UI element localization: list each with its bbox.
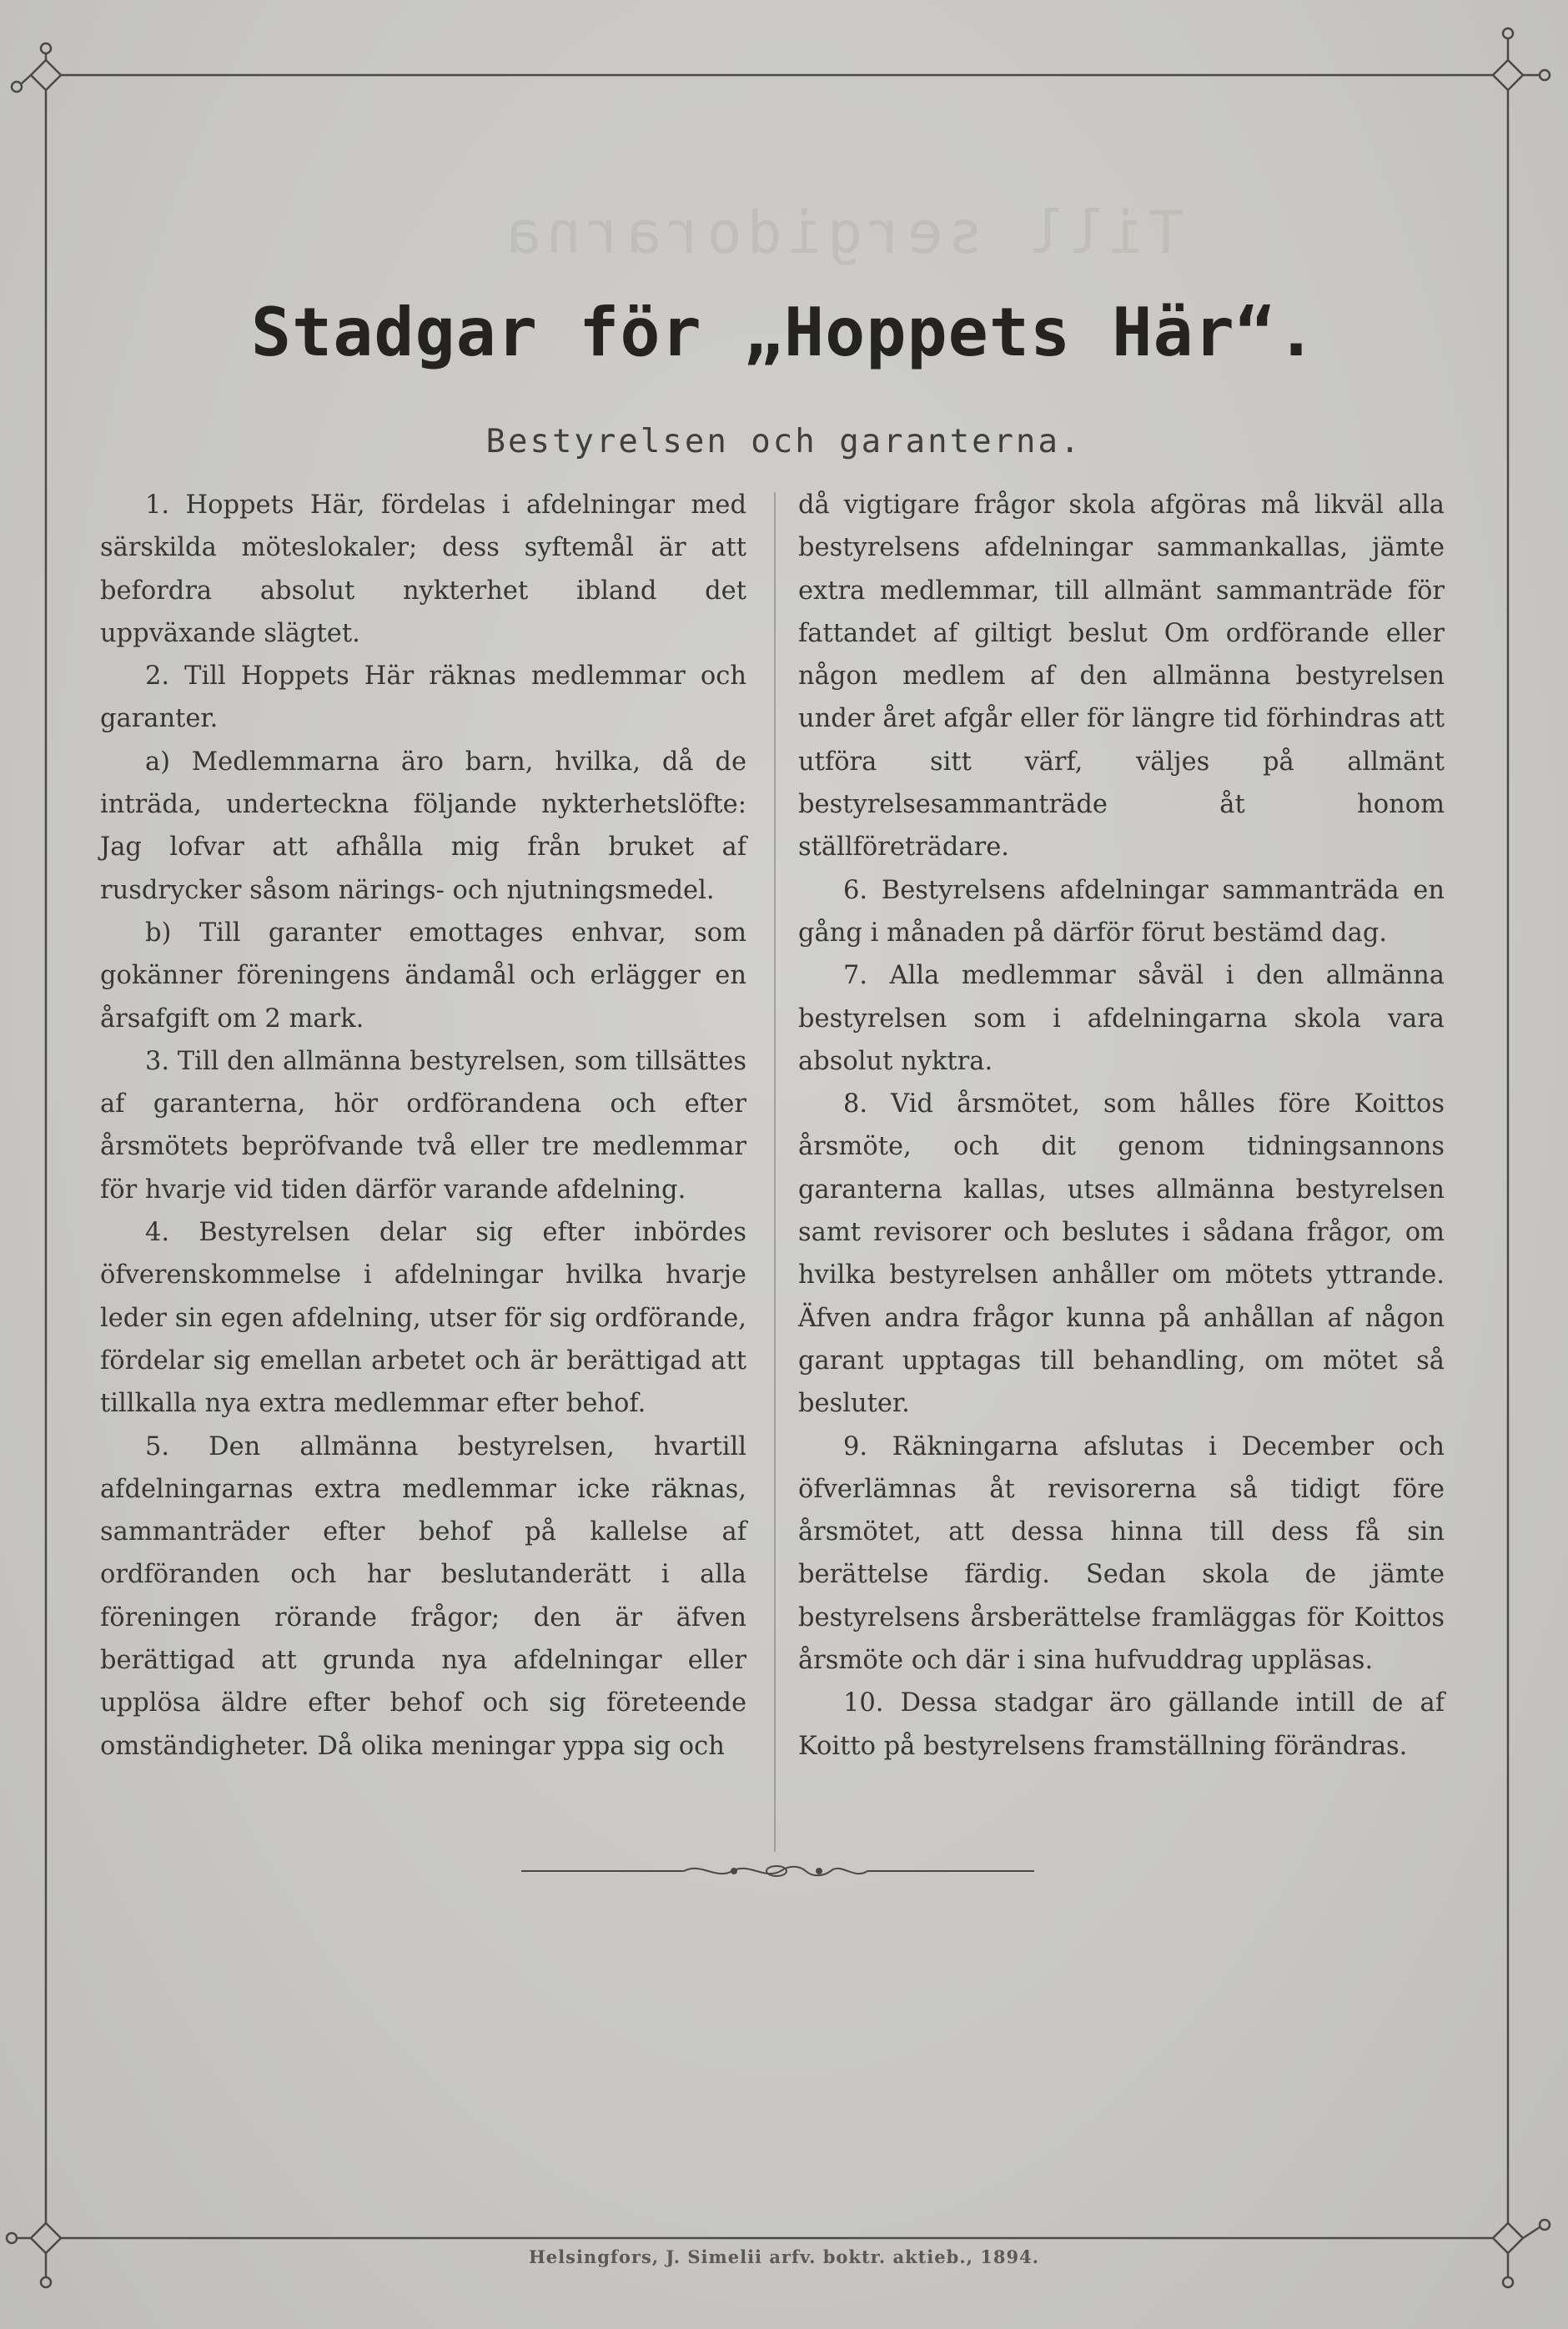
paragraph: a) Medlemmarna äro barn, hvilka, då de inträda, underteckna följande nykterhetslöfte: Jag lofvar att afhålla mig från bruket af rusdrycker såsom närings- och njutningsmedel. [100,747,746,905]
paragraph: 7. Alla medlemmar såväl i den allmänna bestyrelsen som i afdelningarna skola vara absolut nyktra. [798,961,1445,1076]
show-through-text: Till sergidorarna [500,199,1184,267]
paragraph: 5. Den allmänna bestyrelsen, hvartill afdelningarnas extra medlemmar icke räknas, sammanträder efter behof på kallelse af ordföranden och har beslutanderätt i alla föreningen rörande frågor; den är äfven berättigad att grunda nya afdelningar eller upplösa äldre efter behof och sig företeende omständigheter. Då olika meningar yppa sig och [100,1431,746,1761]
paragraph: 9. Räkningarna afslutas i December och öfverlämnas åt revisorerna så tidigt före årsmötet, att dessa hinna till dess få sin berättelse färdig. Sedan skola de jämte bestyrelsens årsberättelse framläggas för Koittos årsmöte och där i sina hufvuddrag uppläsas. [798,1431,1445,1676]
paragraph: 8. Vid årsmötet, som hålles före Koittos årsmöte, och dit genom tidningsannons garanterna kallas, utses allmänna bestyrelsen samt revisorer och beslutes i sådana frågor, om hvilka bestyrelsen anhåller om mötets yttrande. Äfven andra frågor kunna på anhållan af någon garant upptagas till behandling, om mötet så besluter. [798,1089,1445,1419]
body-columns [100,484,1453,1860]
decorative-rule [521,1866,1034,1876]
printer-imprint: Helsingfors, J. Simelii arfv. boktr. aktieb., 1894. [528,2246,1040,2267]
paragraph: 10. Dessa stadgar äro gällande intill de af Koitto på bestyrelsens framställning förändras. [798,1688,1445,1761]
corner-ornament-top-left [12,43,61,92]
paragraph: 3. Till den allmänna bestyrelsen, som tillsättes af garanterna, hör ordförandena och efter årsmötets bepröfvande två eller tre medlemmar för hvarje vid tiden därför varande afdelning. [100,1046,747,1205]
corner-ornament-top-right [1493,28,1550,90]
paragraph: b) Till garanter emottages enhvar, som gokänner föreningens ändamål och erlägger en årsafgift om 2 mark. [100,918,746,1034]
paragraph: 4. Bestyrelsen delar sig efter inbördes öfverenskommelse i afdelningar hvilka hvarje leder sin egen afdelning, utser för sig ordförande, fördelar sig emellan arbetet och är berättigad att tillkalla nya extra medlemmar efter behof. [100,1218,746,1419]
paragraph: då vigtigare frågor skola afgöras må likväl alla bestyrelsens afdelningar sammankallas, jämte extra medlemmar, till allmänt sammanträde för fattandet af giltigt beslut Om ordförande eller någon medlem af den allmänna bestyrelsen under året afgår eller för längre tid förhindras att utföra sitt värf, väljes på allmänt bestyrelsesammanträde åt honom ställföreträdare. [798,490,1445,863]
left-column [100,484,746,1768]
paragraph: 1. Hoppets Här, fördelas i afdelningar med särskilda möteslokaler; dess syftemål är att befordra absolut nykterhet ibland det uppväxande slägtet. [100,490,746,648]
right-column [798,484,1445,1768]
paragraph: 6. Bestyrelsens afdelningar sammanträda en gång i månaden på därför förut bestämd dag. [798,875,1445,948]
page-title: Stadgar för „Hoppets Här“. [250,294,1318,371]
paragraph: 2. Till Hoppets Här räknas medlemmar och garanter. [100,661,746,734]
section-subtitle: Bestyrelsen och garanterna. [485,423,1083,460]
